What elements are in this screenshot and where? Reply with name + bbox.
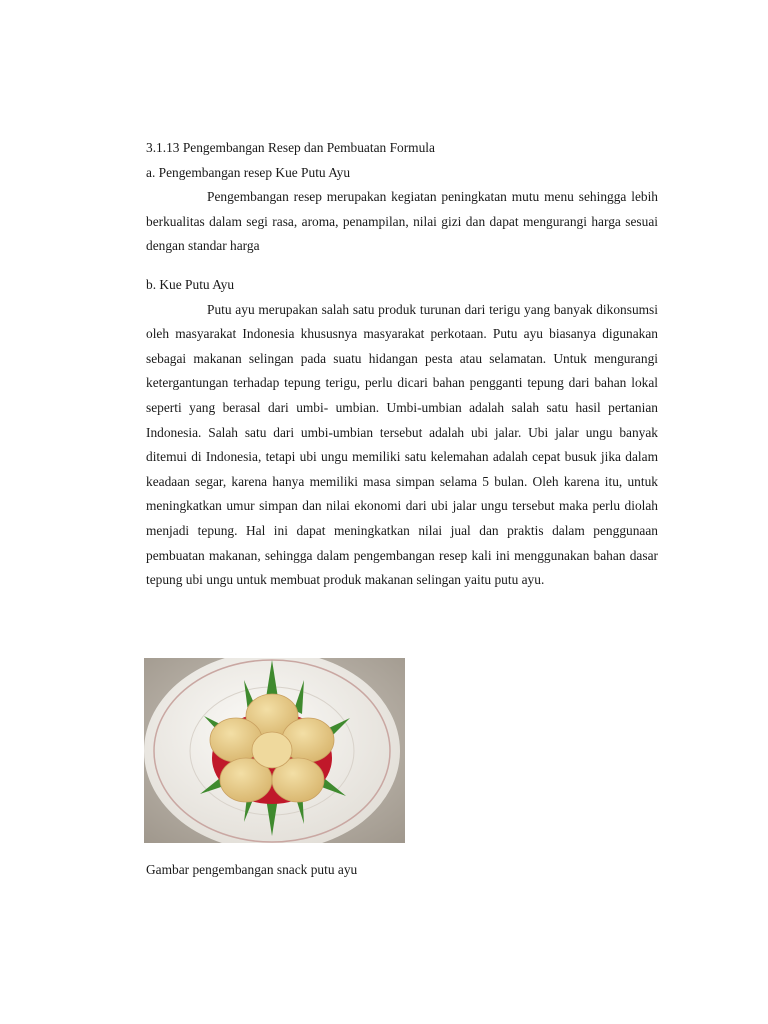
putu-ayu-illustration xyxy=(144,658,405,843)
subsection-b-heading: b. Kue Putu Ayu xyxy=(146,276,235,292)
putu-ayu-photo xyxy=(144,658,405,843)
paragraph-a: Pengembangan resep merupakan kegiatan peningkatan mutu menu sehingga lebih berkualitas dalam segi rasa, aroma, penampilan, nilai gizi dan dapat mengurangi harga sesuai dengan standar harga xyxy=(146,189,658,254)
section-heading: 3.1.13 Pengembangan Resep dan Pembuatan Formula xyxy=(146,140,435,155)
document-body xyxy=(146,136,658,593)
figure-caption: Gambar pengembangan snack putu ayu xyxy=(146,862,358,877)
subsection-a-heading: a. Pengembangan resep Kue Putu Ayu xyxy=(146,164,351,180)
paragraph-b: Putu ayu merupakan salah satu produk turunan dari terigu yang banyak dikonsumsi oleh masyarakat Indonesia khususnya masyarakat perkotaan. Putu ayu biasanya digunakan sebagai makanan selingan pada suatu hidangan pesta atau selamatan. Untuk mengurangi ketergantungan terhadap tepung terigu, perlu dicari bahan pengganti tepung dari bahan lokal seperti yang berasal dari umbi- umbian. Umbi-umbian adalah salah satu hasil pertanian Indonesia. Salah satu dari umbi-umbian tersebut adalah ubi jalar. Ubi jalar ungu banyak ditemui di Indonesia, tetapi ubi ungu memiliki satu kelemahan adalah cepat busuk jika dalam keadaan segar, karena hanya memiliki masa simpan selama 5 bulan. Oleh karena itu, untuk meningkatkan umur simpan dan nilai ekonomi dari ubi jalar ungu tersebut maka perlu diolah menjadi tepung. Hal ini dapat meningkatkan nilai jual dan praktis dalam penggunaan pembuatan makanan, sehingga dalam pengembangan resep kali ini menggunakan bahan dasar tepung ubi ungu untuk membuat produk makanan selingan yaitu putu ayu. xyxy=(146,301,658,588)
